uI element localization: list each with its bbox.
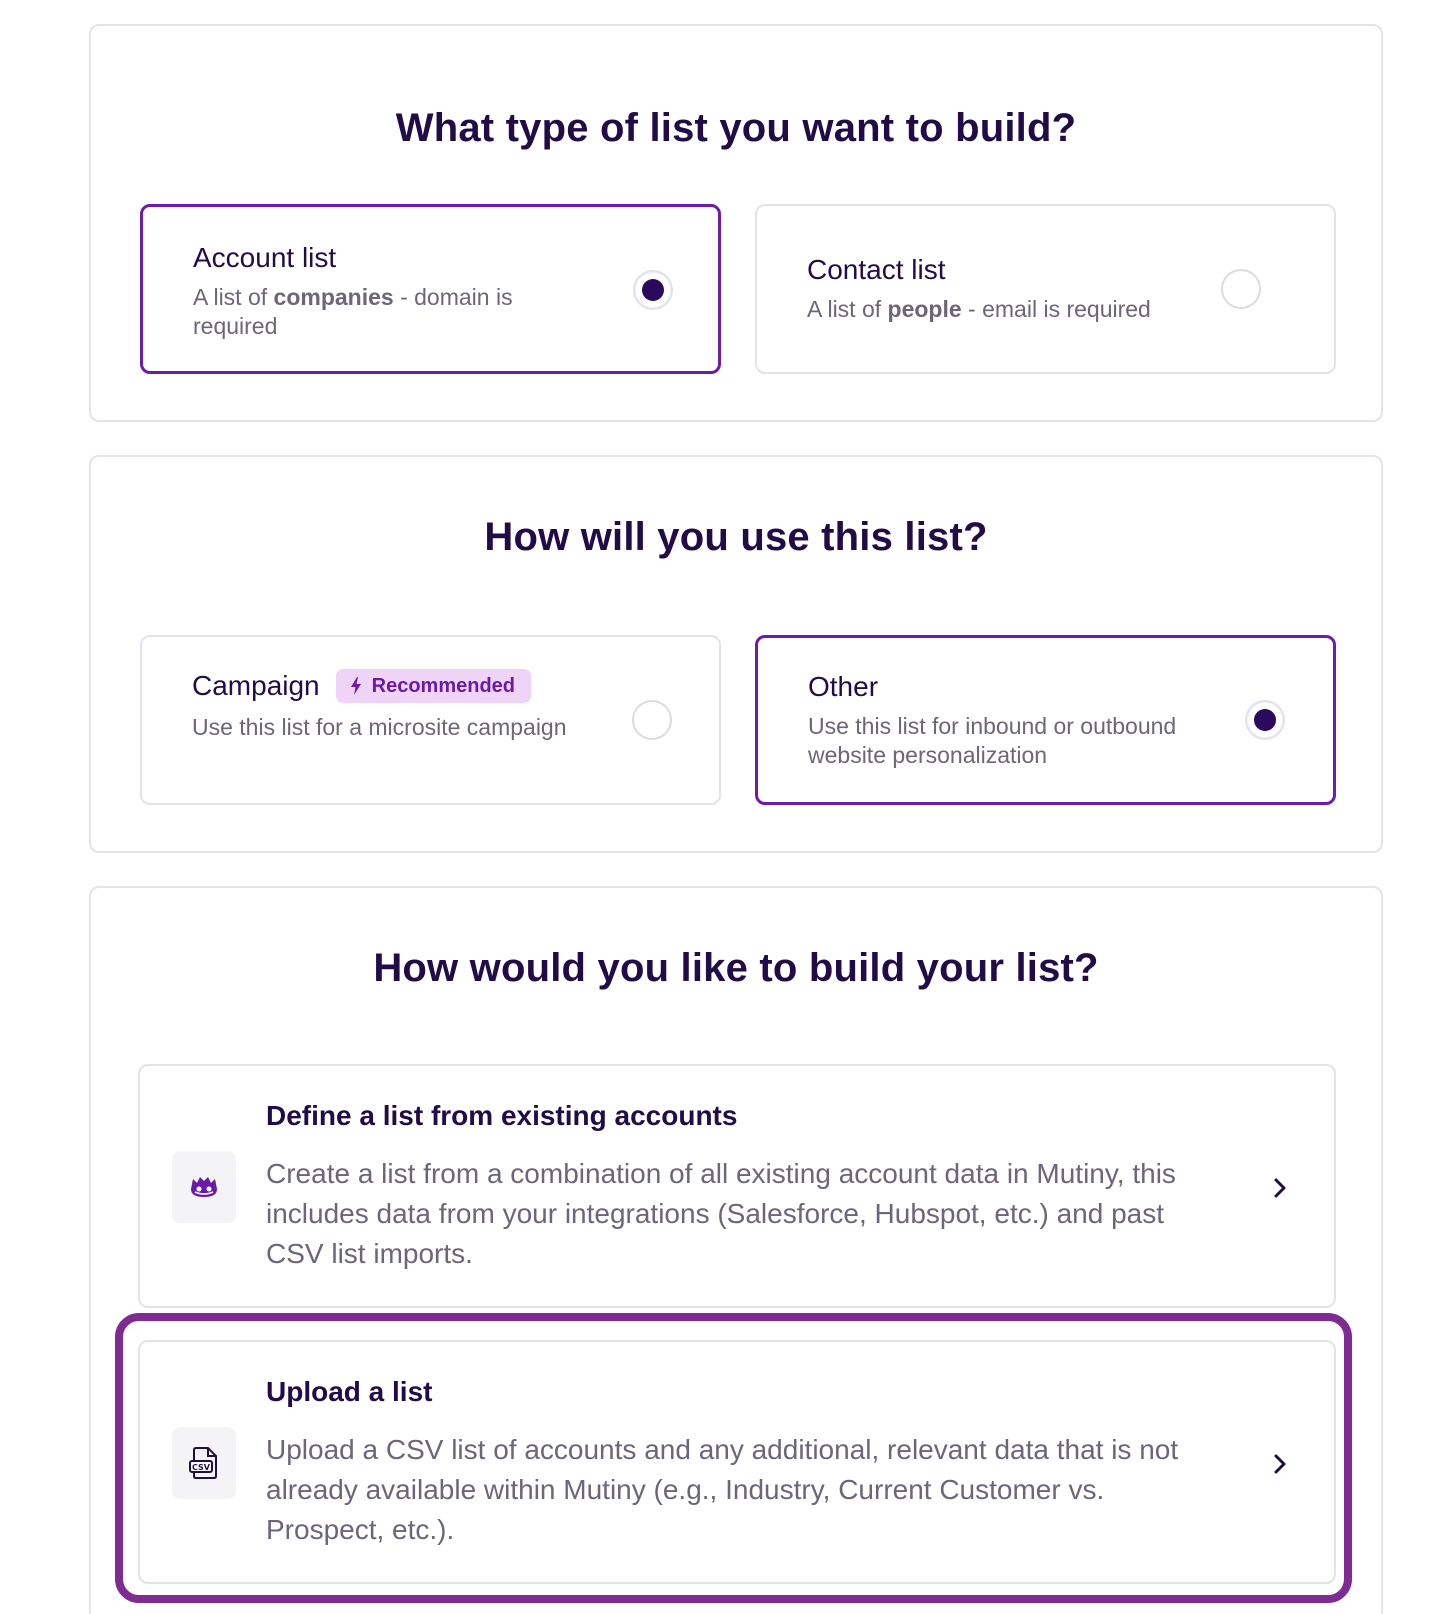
recommended-label: Recommended — [371, 674, 516, 697]
list-use-section — [89, 455, 1383, 853]
account-list-option[interactable] — [140, 204, 721, 374]
campaign-radio[interactable] — [632, 700, 672, 740]
description-prefix: A list of — [807, 296, 888, 322]
other-description: Use this list for inbound or outbound website personalization — [808, 713, 1177, 768]
contact-list-description — [807, 295, 1227, 324]
contact-list-title: Contact list — [807, 254, 946, 285]
upload-list-card[interactable] — [138, 1340, 1336, 1584]
svg-text:CSV: CSV — [192, 1463, 210, 1472]
mutiny-logo-icon — [172, 1151, 236, 1223]
list-type-section — [89, 24, 1383, 422]
other-radio[interactable] — [1245, 700, 1285, 740]
upload-list-description: Upload a CSV list of accounts and any additional, relevant data that is not already available within Mutiny (e.g., Industry, Current Customer vs. Prospect, etc.). — [266, 1434, 1179, 1545]
existing-accounts-title: Define a list from existing accounts — [266, 1100, 738, 1131]
other-option[interactable] — [755, 635, 1336, 805]
build-method-heading: How would you like to build your list? — [373, 946, 1099, 990]
campaign-option[interactable] — [140, 635, 721, 805]
existing-accounts-card[interactable] — [138, 1064, 1336, 1308]
description-bold: people — [887, 296, 962, 322]
csv-file-icon — [172, 1427, 236, 1499]
contact-list-option[interactable] — [755, 204, 1336, 374]
description-prefix: A list of — [193, 284, 274, 310]
account-list-description — [193, 283, 583, 341]
other-title: Other — [808, 671, 879, 702]
recommended-badge — [336, 669, 531, 703]
existing-accounts-description: Create a list from a combination of all existing account data in Mutiny, this includes data from your integrations (Salesforce, Hubspot, etc.) and past CSV list imports. — [266, 1158, 1176, 1269]
lightning-icon — [350, 677, 362, 695]
campaign-title: Campaign — [192, 670, 320, 701]
campaign-description: Use this list for a microsite campaign — [192, 714, 567, 740]
description-suffix: - domain is required — [193, 284, 513, 339]
description-bold: companies — [273, 284, 394, 310]
contact-list-radio[interactable] — [1221, 269, 1261, 309]
list-use-heading: How will you use this list? — [484, 515, 988, 559]
campaign-title-row — [192, 669, 531, 703]
account-list-radio[interactable] — [633, 270, 673, 310]
chevron-right-icon — [1268, 1452, 1292, 1476]
chevron-right-icon — [1268, 1176, 1292, 1200]
upload-list-title: Upload a list — [266, 1376, 433, 1407]
description-suffix: - email is required — [961, 296, 1151, 322]
list-type-heading: What type of list you want to build? — [395, 106, 1077, 150]
account-list-title: Account list — [193, 242, 337, 273]
